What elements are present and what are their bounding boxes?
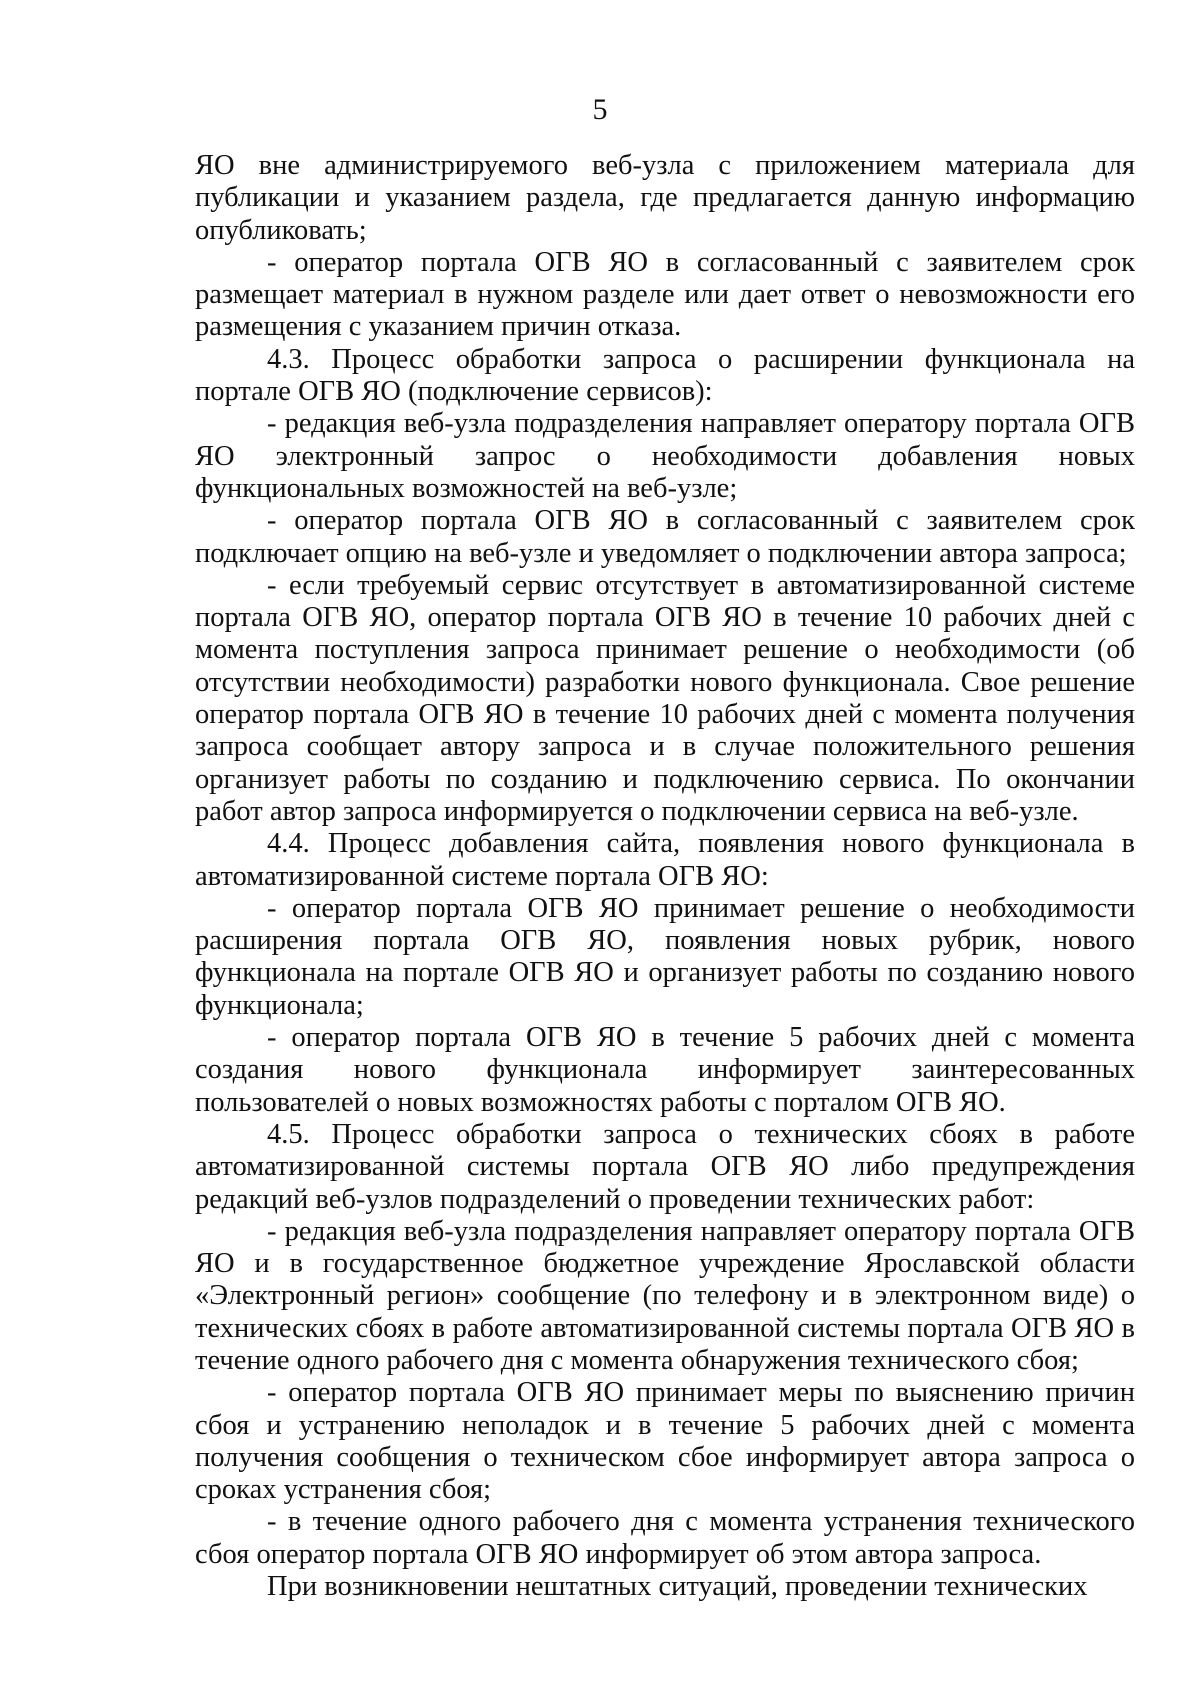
paragraph-6: - если требуемый сервис отсутствует в автоматизированной системе портала ОГВ ЯО, оператор портала ОГВ ЯО в течение 10 рабочих дней с момента поступления запроса принимает решение о необходимости (об отсутствии необходимости) разработки нового функционала. Свое решение оператор портала ОГВ ЯО в течение 10 рабочих дней с момента получения запроса сообщает автору запроса и в случае положительного решения организует работы по созданию и подключению сервиса. По окончании работ автор запроса информируется о подключении сервиса на веб-узле.	[195, 569, 1135, 827]
paragraph-11: - редакция веб-узла подразделения направляет оператору портала ОГВ ЯО и в государственное бюджетное учреждение Ярославской области «Электронный регион» сообщение (по телефону и в электронном виде) о технических сбоях в работе автоматизированной системы портала ОГВ ЯО в течение одного рабочего дня с момента обнаружения технического сбоя;	[195, 1215, 1135, 1376]
page-number: 5	[592, 93, 608, 126]
paragraph-2: - оператор портала ОГВ ЯО в согласованный с заявителем срок размещает материал в нужном разделе или дает ответ о невозможности его размещения с указанием причин отказа.	[195, 246, 1135, 343]
paragraph-13: - в течение одного рабочего дня с момента устранения технического сбоя оператор портала ОГВ ЯО информирует об этом автора запроса.	[195, 1506, 1135, 1570]
paragraph-14: При возникновении нештатных ситуаций, проведении технических	[267, 1571, 1088, 1603]
paragraph-12: - оператор портала ОГВ ЯО принимает меры по выяснению причин сбоя и устранению неполадок и в течение 5 рабочих дней с момента получения сообщения о техническом сбое информирует автора запроса о сроках устранения сбоя;	[195, 1377, 1135, 1506]
section-4-4-heading: 4.4. Процесс добавления сайта, появления нового функционала в автоматизированной системе портала ОГВ ЯО:	[195, 828, 1135, 892]
document-body	[195, 150, 1135, 1603]
section-4-5-heading: 4.5. Процесс обработки запроса о технических сбоях в работе автоматизированной системы портала ОГВ ЯО либо предупреждения редакций веб-узлов подразделений о проведении технических работ:	[195, 1118, 1135, 1215]
paragraph-5: - оператор портала ОГВ ЯО в согласованный с заявителем срок подключает опцию на веб-узле и уведомляет о подключении автора запроса;	[195, 505, 1135, 569]
section-4-3-heading: 4.3. Процесс обработки запроса о расширении функционала на портале ОГВ ЯО (подключение сервисов):	[195, 343, 1135, 408]
paragraph-8: - оператор портала ОГВ ЯО принимает решение о необходимости расширения портала ОГВ ЯО, появления новых рубрик, нового функционала на портале ОГВ ЯО и организует работы по созданию нового функционала;	[195, 892, 1135, 1021]
paragraph-1: ЯО вне администрируемого веб-узла с приложением материала для публикации и указанием раздела, где предлагается данную информацию опубликовать;	[195, 150, 1135, 246]
paragraph-4: - редакция веб-узла подразделения направляет оператору портала ОГВ ЯО электронный запрос о необходимости добавления новых функциональных возможностей на веб-узле;	[195, 408, 1135, 504]
paragraph-9: - оператор портала ОГВ ЯО в течение 5 рабочих дней с момента создания нового функционала информирует заинтересованных пользователей о новых возможностях работы с порталом ОГВ ЯО.	[195, 1022, 1135, 1118]
